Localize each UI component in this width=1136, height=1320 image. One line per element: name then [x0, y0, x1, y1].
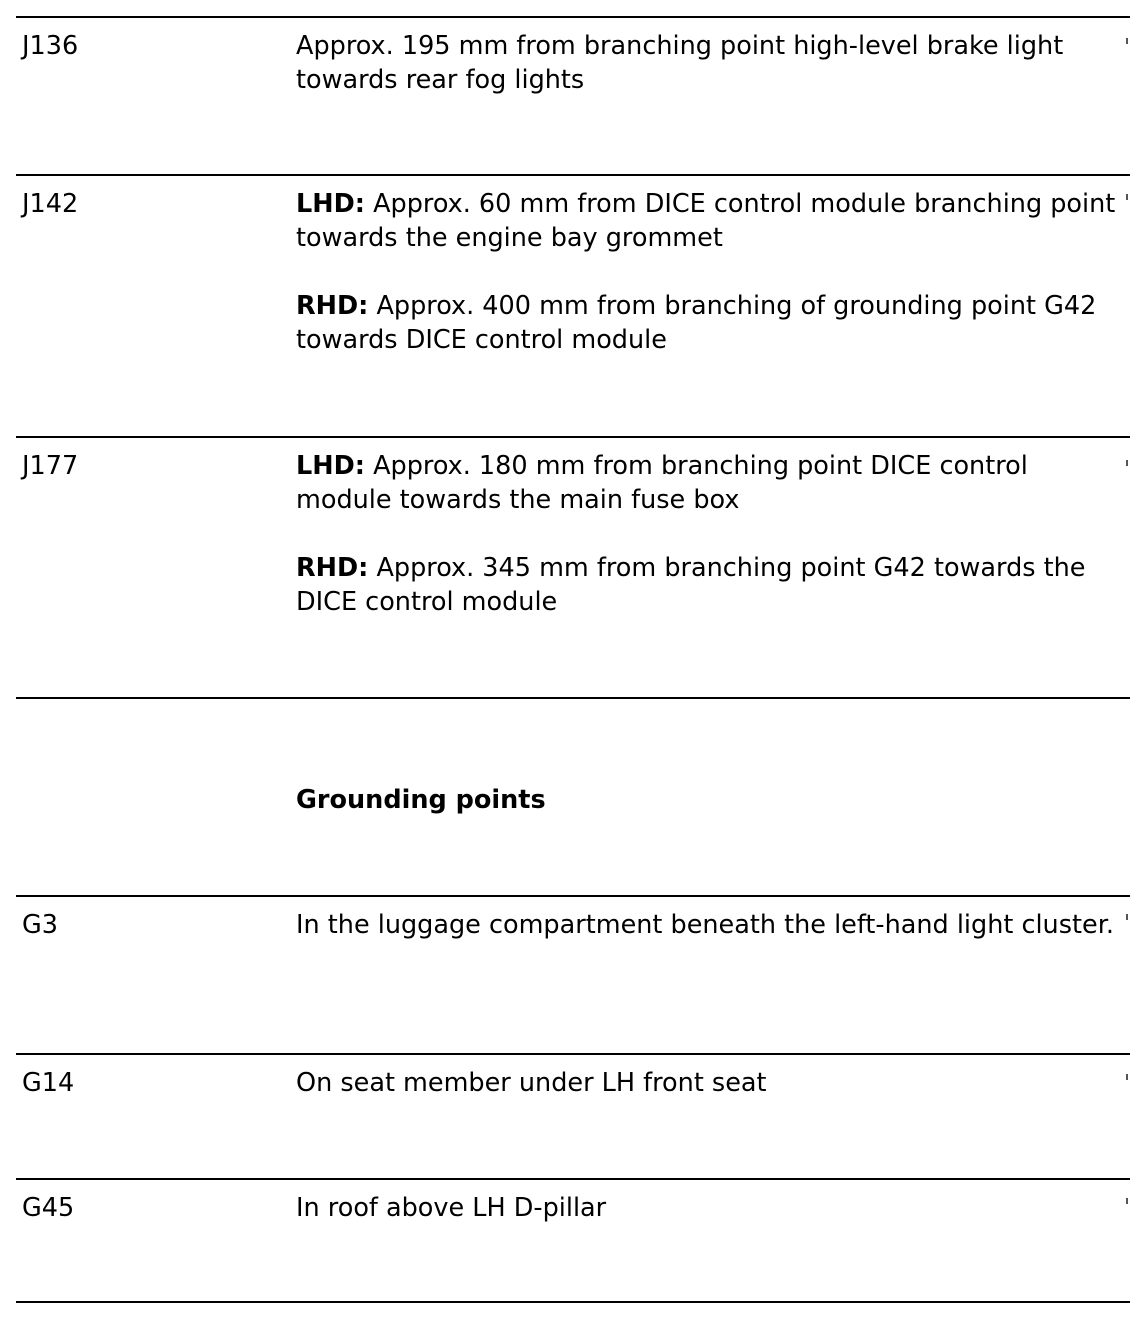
location-paragraph — [296, 449, 1126, 517]
margin-tick — [1126, 1198, 1128, 1204]
location-text: Approx. 180 mm from branching point DICE control module towards the main fuse box — [296, 451, 1028, 515]
splice-location — [296, 187, 1126, 357]
row-divider — [16, 1053, 1130, 1055]
location-text: Approx. 195 mm from branching point high-level brake light towards rear fog lights — [296, 31, 1064, 95]
location-text: Approx. 60 mm from DICE control module branching point towards the engine bay grommet — [296, 189, 1116, 253]
row-divider — [16, 697, 1130, 699]
location-text: Approx. 400 mm from branching of grounding point G42 towards DICE control module — [296, 291, 1097, 355]
row-divider — [16, 436, 1130, 438]
margin-tick — [1126, 194, 1128, 200]
grounding-location: In roof above LH D-pillar — [296, 1193, 607, 1223]
grounding-code: G3 — [22, 910, 58, 940]
margin-tick — [1126, 38, 1128, 44]
splice-code: J136 — [22, 31, 79, 61]
grounding-location: On seat member under LH front seat — [296, 1068, 767, 1098]
splice-code: J177 — [22, 451, 79, 481]
location-paragraph — [296, 551, 1126, 619]
row-divider — [16, 1178, 1130, 1180]
location-text: Approx. 345 mm from branching point G42 towards the DICE control module — [296, 553, 1086, 617]
grounding-code: G14 — [22, 1068, 75, 1098]
row-divider — [16, 174, 1130, 176]
margin-tick — [1126, 914, 1128, 920]
splice-location — [296, 29, 1126, 97]
row-divider — [16, 16, 1130, 18]
rhd-label: RHD: — [296, 291, 369, 321]
row-divider — [16, 1301, 1130, 1303]
margin-tick — [1126, 1074, 1128, 1080]
location-paragraph — [296, 187, 1126, 255]
splice-code: J142 — [22, 189, 79, 219]
rhd-label: RHD: — [296, 553, 369, 583]
section-heading: Grounding points — [296, 785, 546, 815]
lhd-label: LHD: — [296, 451, 365, 481]
grounding-location: In the luggage compartment beneath the left-hand light cluster. — [296, 910, 1114, 940]
location-paragraph — [296, 29, 1126, 97]
margin-tick — [1126, 460, 1128, 466]
lhd-label: LHD: — [296, 189, 365, 219]
grounding-code: G45 — [22, 1193, 75, 1223]
row-divider — [16, 895, 1130, 897]
splice-location — [296, 449, 1126, 619]
location-paragraph — [296, 289, 1126, 357]
